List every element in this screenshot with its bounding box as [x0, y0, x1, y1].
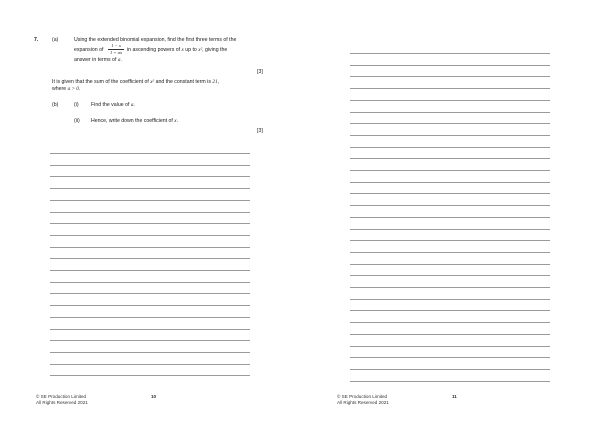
answer-line [50, 188, 250, 189]
question-number: 7. [34, 37, 39, 43]
answer-line [50, 329, 250, 330]
answer-line [350, 357, 550, 358]
answer-line [350, 76, 550, 77]
answer-line [50, 317, 250, 318]
part-bi-label: (i) [74, 102, 79, 108]
answer-line [350, 275, 550, 276]
footer-company: © SE Production Limited [337, 394, 388, 399]
answer-line [50, 352, 250, 353]
answer-line [350, 123, 550, 124]
answer-line [50, 282, 250, 283]
answer-line [50, 375, 250, 376]
answer-line [350, 310, 550, 311]
answer-line [350, 193, 550, 194]
answer-line [350, 88, 550, 89]
part-a-line-1: Using the extended binomial expansion, find the first three terms of the [74, 37, 237, 43]
answer-line [50, 153, 250, 154]
part-b-label: (b) [52, 102, 59, 108]
answer-line [50, 200, 250, 201]
answer-line [50, 247, 250, 248]
footer-company: © SE Production Limited [36, 394, 87, 399]
answer-line [50, 305, 250, 306]
answer-line [350, 334, 550, 335]
given-line-2: where a > 0. [52, 86, 81, 92]
given-line-1: It is given that the sum of the coefficient of x² and the constant term is 21, [52, 79, 220, 85]
answer-line [350, 135, 550, 136]
answer-line [350, 252, 550, 253]
answer-line [50, 340, 250, 341]
part-a-line-3: answer in terms of a. [74, 57, 122, 63]
part-bi-text: Find the value of a. [91, 102, 135, 108]
part-a-label: (a) [52, 37, 59, 43]
page-number: 10 [151, 394, 157, 399]
answer-line [350, 100, 550, 101]
answer-line [350, 205, 550, 206]
answer-line [50, 258, 250, 259]
marks-part-a: [3] [257, 69, 263, 75]
answer-line [350, 112, 550, 113]
answer-line [350, 158, 550, 159]
part-a-line-2-rest: in ascending powers of x up to x², giving the [127, 47, 228, 53]
answer-line [350, 369, 550, 370]
footer-rights: All Rights Reserved 2021 [337, 400, 389, 405]
exam-page-right [300, 0, 600, 424]
answer-line [50, 270, 250, 271]
answer-line [350, 287, 550, 288]
page-number: 11 [452, 394, 457, 399]
answer-line [350, 65, 550, 66]
binomial-fraction [108, 43, 124, 55]
answer-line [350, 299, 550, 300]
answer-line [350, 147, 550, 148]
marks-part-b: [3] [257, 128, 263, 134]
answer-line [50, 235, 250, 236]
answer-line [350, 346, 550, 347]
answer-line [350, 264, 550, 265]
part-a-line-2: expansion of [74, 47, 104, 53]
answer-line [350, 322, 550, 323]
part-bii-text: Hence, write down the coefficient of x. [91, 118, 179, 124]
answer-line [50, 293, 250, 294]
answer-line [50, 364, 250, 365]
answer-line [350, 240, 550, 241]
answer-line [350, 381, 550, 382]
answer-line [350, 53, 550, 54]
answer-line [50, 176, 250, 177]
answer-line [50, 223, 250, 224]
answer-line [350, 170, 550, 171]
answer-line [50, 165, 250, 166]
answer-line [350, 182, 550, 183]
answer-line [350, 229, 550, 230]
part-bii-label: (ii) [74, 118, 80, 124]
fraction-denominator: 1 + ax [109, 50, 123, 55]
footer-rights: All Rights Reserved 2021 [36, 400, 88, 405]
answer-line [350, 217, 550, 218]
fraction-numerator: 1 − x [111, 43, 121, 48]
answer-line [50, 212, 250, 213]
